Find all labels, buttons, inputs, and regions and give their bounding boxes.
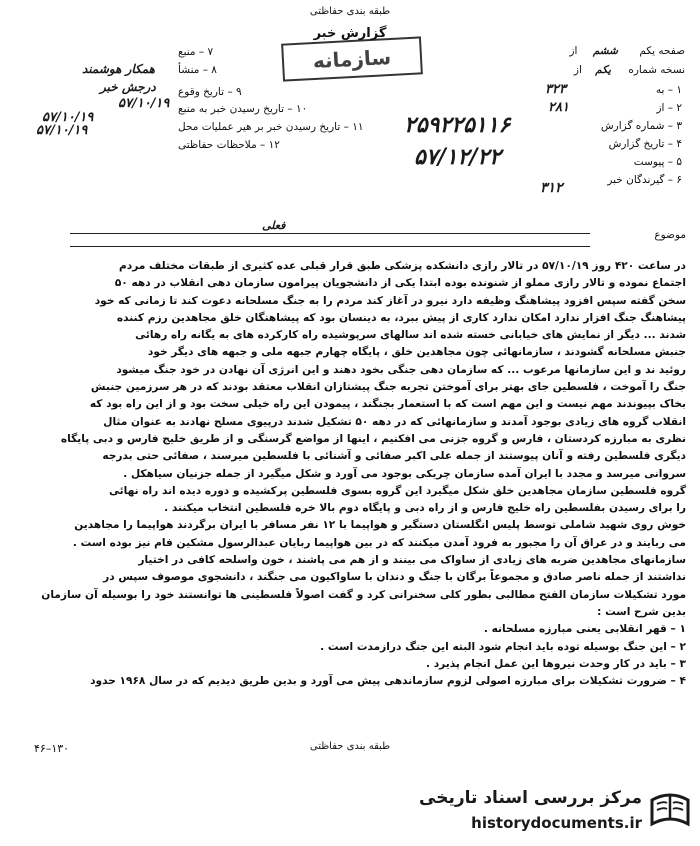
field-news-date-outer: ۵۷/۱۰/۱۹: [36, 123, 88, 138]
list-item: ۱ – قهر انقلابی یعنی مبارزه مسلحانه .: [483, 623, 686, 636]
field-news-date-handler: ۱۱ – تاریخ رسیدن خبر بر هیر عملیات محل: [178, 121, 364, 133]
field-event-date: ۹ – تاریخ وقوع: [178, 86, 242, 98]
field-news-date-handler-value: ۵۷/۱۰/۱۹: [42, 110, 94, 125]
body-line: انقلاب گروه های زیادی بوجود آمدند و سازمانهائی که در دهه ۵۰ تشکیل شدند درپیوی مسلح نهادند به عنوان مثال: [103, 415, 686, 428]
report-date-handwritten: ۵۷/۱۲/۲۲: [414, 144, 501, 170]
archive-logo-icon: [648, 788, 692, 832]
field-recipients: ۶ – گیرندگان خبر: [607, 174, 682, 186]
body-line: می ربایند و در عراق آن را مجبور به فرود آمدن میکنند که در بین هواپیما ربایان عبدالرسول مشکین فام نیز بوده است .: [72, 536, 686, 549]
source-watermark: [394, 782, 694, 842]
subject-divider: [70, 233, 590, 234]
watermark-url: historydocuments.ir: [471, 814, 642, 832]
stamp: [281, 36, 423, 81]
field-page: صفحه یکم ششم از: [569, 45, 685, 57]
body-line: دیگری فلسطین رفته و آنان پیوستند از جمله علی اکبر صفائی و آشنائی با فلسطین میرسند ، صفائی حتی بدرجه: [102, 450, 686, 463]
body-line: بدین شرح است :: [597, 605, 686, 618]
body-line: روئید ند و این سازمانها مرعوب ... که سازمان دهی جنگی بخود دهند و این انرژی آن نهادن در خود جنگ میشود: [116, 363, 686, 376]
body-line: را برای رسیدن بفلسطین راه خلیج فارس و از راه دبی و پایگاه دوم بالا خره فلسطین انتخاب میکنند .: [164, 502, 686, 515]
body-line: سازمانهای مجاهدین ضربه های زیادی از ساواک می بینند و از هم می پاشند ، خون واسلحه کافی در اختیار: [138, 554, 686, 567]
field-report-number: ۳ – شماره گزارش: [600, 120, 682, 132]
list-item: ۲ – این جنگ بوسیله توده باید انجام شود البته این جنگ درازمدت است .: [320, 640, 686, 653]
body-line: گروه فلسطین سازمان مجاهدین خلق شکل میگیرد این گروه بسوی فلسطین پرکشیده و دوره دیده اند راه نهائی: [108, 484, 686, 497]
classification-bottom: طبقه بندی حفاظتی: [309, 741, 391, 752]
subject-divider-2: [70, 246, 590, 247]
field-attachment: ۵ – پیوست: [633, 156, 682, 168]
body-line: جنگ را آموخت ، فلسطین جای بهتر برای آموختن تجربه جنگ پیشتازان انقلاب معتقد بودند که در هر سرزمین جنبش: [90, 381, 686, 394]
field-security-notes: ۱۲ – ملاحظات حفاظتی: [178, 139, 280, 151]
page-code: ۴۶–۱۳۰: [34, 742, 70, 755]
field-from-value: ۲۸۱: [548, 100, 569, 115]
body-line: خوش روی شهید شاملی توسط پلیس انگلستان دستگیر و هواپیما با ۱۲ نفر مسافر با ایران برگردند هواپیما را مجاهدین: [74, 519, 686, 532]
field-copy: نسخه شماره یکم از: [573, 64, 685, 76]
field-source: ۷ – منبع: [178, 46, 214, 58]
document-title: گزارش خبر: [313, 26, 387, 41]
body-line: نظری به مبارزه کردستان ، فارس و گروه جزنی می افکنیم ، اینها از مواضع گرسنگی و از طریق خلیج فارس و دبی پایگاه: [60, 432, 686, 445]
field-news-date-source-value: ۵۷/۱۰/۱۹: [118, 96, 170, 111]
watermark-title: مرکز بررسی اسناد تاریخی: [419, 788, 642, 808]
field-recipients-value: ۳۱۲: [540, 180, 563, 196]
body-line: در ساعت ۴۲۰ روز ۵۷/۱۰/۱۹ در تالار رازی دانشکده پزشکی طبق قرار قبلی عده کثیری از طبقات مختلف مردم: [119, 260, 686, 272]
subject-label: موضوع: [654, 229, 686, 241]
stamp-text: سازمانه: [312, 44, 392, 74]
body-line: نداشتند از جمله ناصر صادق و مجموعاً برگان با جنگ و دندان با ساواکیون می جنگند ، دانشجوی موصوف سپس در: [103, 571, 686, 584]
body-line: اجتماع نموده و تالار رازی مملو از شنونده بوده ابتدا یکی از دانشجویان پیرامون سازمان دهی انقلاب در دهه ۵۰: [114, 277, 686, 290]
body-line: جنبش مسلحانه گشودند ، سازمانهائی چون مجاهدین خلق ، پایگاه چهارم جبهه ملی و جبهه های دیگر خود: [147, 346, 686, 359]
report-body: [16, 258, 686, 690]
classification-top: طبقه بندی حفاظتی: [309, 6, 391, 17]
list-item: ۳ – باید در کار وحدت نیروها این عمل انجام پذیرد .: [426, 657, 686, 670]
field-origin: ۸ – منشأ: [178, 64, 217, 76]
field-report-date: ۴ – تاریخ گزارش: [608, 138, 682, 150]
subject-value: فعلی: [262, 219, 286, 232]
body-line: سروانی میرسد و مجدد با ایران آمده سازمان چریکی بوجود می آورد و شکل میگیرد از جمله جزنیان سیاهکل .: [123, 467, 686, 480]
field-origin-value: درجش خبر: [100, 80, 156, 94]
body-line: سخن گفته سپس افزود پیشاهنگ وظیفه دارد نیرو در آغاز کند مردم را به جنگ مسلحانه دعوت کند تا زمانی که خود: [94, 294, 686, 307]
field-news-date-source: ۱۰ – تاریخ رسیدن خبر به منبع: [178, 103, 308, 115]
field-to-value: ۳۲۳: [545, 82, 566, 97]
field-to: ۱ – به: [655, 84, 682, 96]
body-line: مورد تشکیلات سازمان الفتح مطالبی بطور کلی سخنرانی کرد و گفت اصولاً فلسطینی ها توانستند خود را بوسیله آن سازمان: [41, 588, 686, 601]
body-line: پیشاهنگ جنگ افزار ندارد امکان ندارد کاری از پیش ببرد، به دینسان بود که پیشاهنگان خلق مجاهدین رزم کننده: [116, 311, 686, 324]
body-line: شدند ... دیگر از نمایش های خیابانی خسته شده اند سالهای سرپوشیده راه کارکرده های به یگانه راه رهائی: [135, 329, 686, 342]
body-line: بخاک بپیوندند مهم نیست و این مهم است که با استعمار بجنگند ، پیمودن این راه خیلی سخت بود و از این راه بود که: [89, 398, 686, 411]
field-from: ۲ – از: [656, 102, 682, 114]
report-number-handwritten: ۲۵۹۲۲۵۱۱۶: [404, 112, 511, 138]
field-source-value: همکار هوشمند: [82, 62, 155, 76]
list-item: ۴ – ضرورت تشکیلات برای مبارزه اصولی لزوم سازماندهی پیش می آورد و بدین طریق دیدیم که در سال ۱۹۶۸ حدود: [90, 675, 686, 688]
